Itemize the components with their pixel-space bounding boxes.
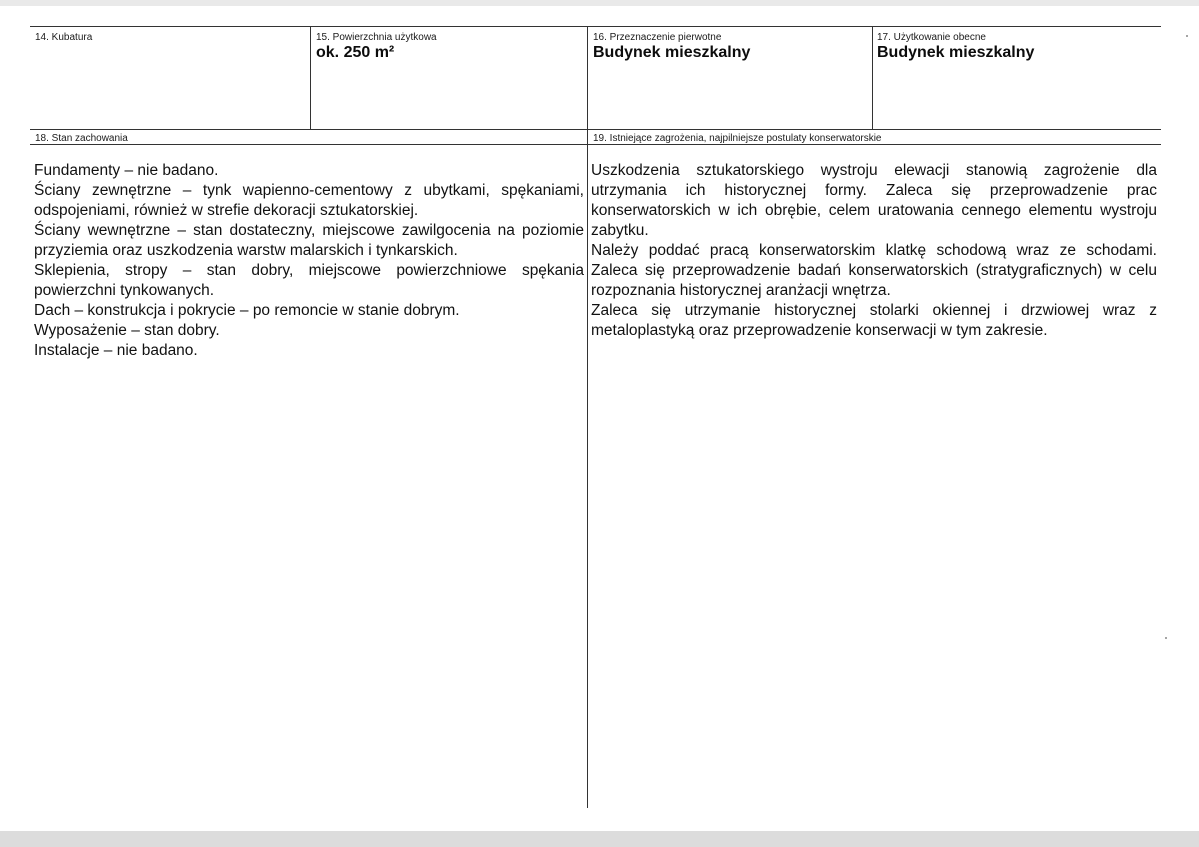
condition-internal-walls: Ściany wewnętrzne – stan dostateczny, miejscowe zawilgocenia na poziomie przyziemia oraz uszkodzenia warstw malarskich i tynkarskich. <box>34 222 584 259</box>
table-top-border <box>30 26 1161 27</box>
field-15-label: 15. Powierzchnia użytkowa <box>316 32 437 43</box>
condition-foundations: Fundamenty – nie badano. <box>34 162 219 179</box>
field-16-value: Budynek mieszkalny <box>593 44 751 61</box>
field-18-text <box>34 161 584 361</box>
field-17-value: Budynek mieszkalny <box>877 44 1035 61</box>
threat-paragraph-2: Należy poddać pracą konserwatorskim klatkę schodową wraz ze schodami. Zaleca się przeprowadzenie badań konserwatorskich (stratygraficznych) w celu rozpoznania historycznej aranżacji wnętrza. <box>591 242 1157 299</box>
condition-external-walls: Ściany zewnętrzne – tynk wapienno-cementowy z ubytkami, spękaniami, odspojeniami, również w strefie dekoracji sztukatorskiej. <box>34 182 584 219</box>
threat-paragraph-3: Zaleca się utrzymanie historycznej stolarki okiennej i drzwiowej wraz z metaloplastyką oraz przeprowadzenie konserwacji w tym zakresie. <box>591 302 1157 339</box>
scan-speck <box>1186 35 1188 37</box>
field-15-value: ok. 250 m² <box>316 44 395 61</box>
page-top-edge <box>0 0 1199 6</box>
field-16-label: 16. Przeznaczenie pierwotne <box>593 32 722 43</box>
field-19-label: 19. Istniejące zagrożenia, najpilniejsze postulaty konserwatorskie <box>593 133 882 144</box>
column-divider-16-17 <box>872 26 873 129</box>
column-divider-14-15 <box>310 26 311 129</box>
condition-installations: Instalacje – nie badano. <box>34 342 198 359</box>
row-divider <box>30 129 1161 130</box>
condition-furnishings: Wyposażenie – stan dobry. <box>34 322 220 339</box>
field-17-label: 17. Użytkowanie obecne <box>877 32 986 43</box>
field-14-label: 14. Kubatura <box>35 32 93 43</box>
threat-paragraph-1: Uszkodzenia sztukatorskiego wystroju elewacji stanowią zagrożenie dla utrzymania ich historycznej formy. Zaleca się przeprowadzenie prac konserwatorskich w ich obrębie, celem uratowania cennego elementu wystroju zabytku. <box>591 162 1157 239</box>
page-bottom-edge <box>0 831 1199 847</box>
field-19-text <box>591 161 1157 341</box>
condition-roof: Dach – konstrukcja i pokrycie – po remoncie w stanie dobrym. <box>34 302 460 319</box>
scan-speck <box>1165 637 1167 639</box>
condition-vaults-ceilings: Sklepienia, stropy – stan dobry, miejscowe powierzchniowe spękania powierzchni tynkowanych. <box>34 262 584 299</box>
field-18-label: 18. Stan zachowania <box>35 133 128 144</box>
